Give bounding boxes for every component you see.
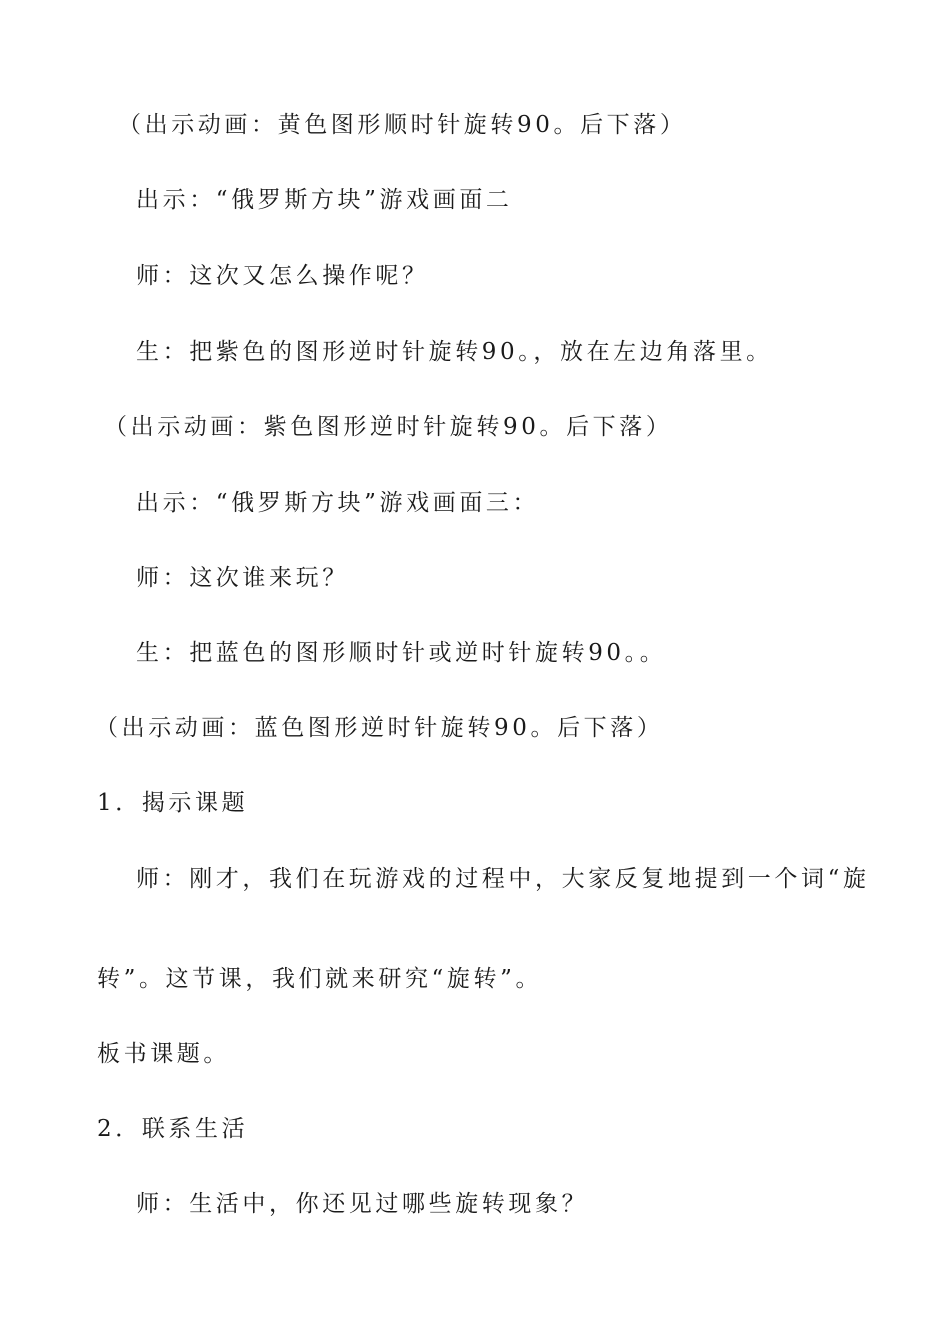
text-line: 板书课题。 xyxy=(97,1041,230,1067)
text-line: 师：生活中，你还见过哪些旋转现象？ xyxy=(136,1191,589,1217)
text-line: 转”。这节课，我们就来研究“旋转”。 xyxy=(97,966,543,992)
text-line: （出示动画：紫色图形逆时针旋转90。后下落） xyxy=(104,414,673,440)
text-line: 生：把紫色的图形逆时针旋转90。，放在左边角落里。 xyxy=(136,339,773,365)
text-line: （出示动画：黄色图形顺时针旋转90。后下落） xyxy=(118,112,687,138)
text-line: 生：把蓝色的图形顺时针或逆时针旋转90。。 xyxy=(136,640,667,666)
section-heading: 2．联系生活 xyxy=(97,1116,249,1142)
text-line: （出示动画：蓝色图形逆时针旋转90。后下落） xyxy=(95,715,664,741)
text-line: 师：这次又怎么操作呢？ xyxy=(136,263,429,289)
text-line: 出示：“俄罗斯方块”游戏画面二 xyxy=(136,187,513,213)
text-line: 出示：“俄罗斯方块”游戏画面三： xyxy=(136,490,540,516)
text-line: 师：刚才，我们在玩游戏的过程中，大家反复地提到一个词“旋 xyxy=(136,866,870,892)
text-line: 师：这次谁来玩？ xyxy=(136,565,349,591)
section-heading: 1．揭示课题 xyxy=(97,790,249,816)
